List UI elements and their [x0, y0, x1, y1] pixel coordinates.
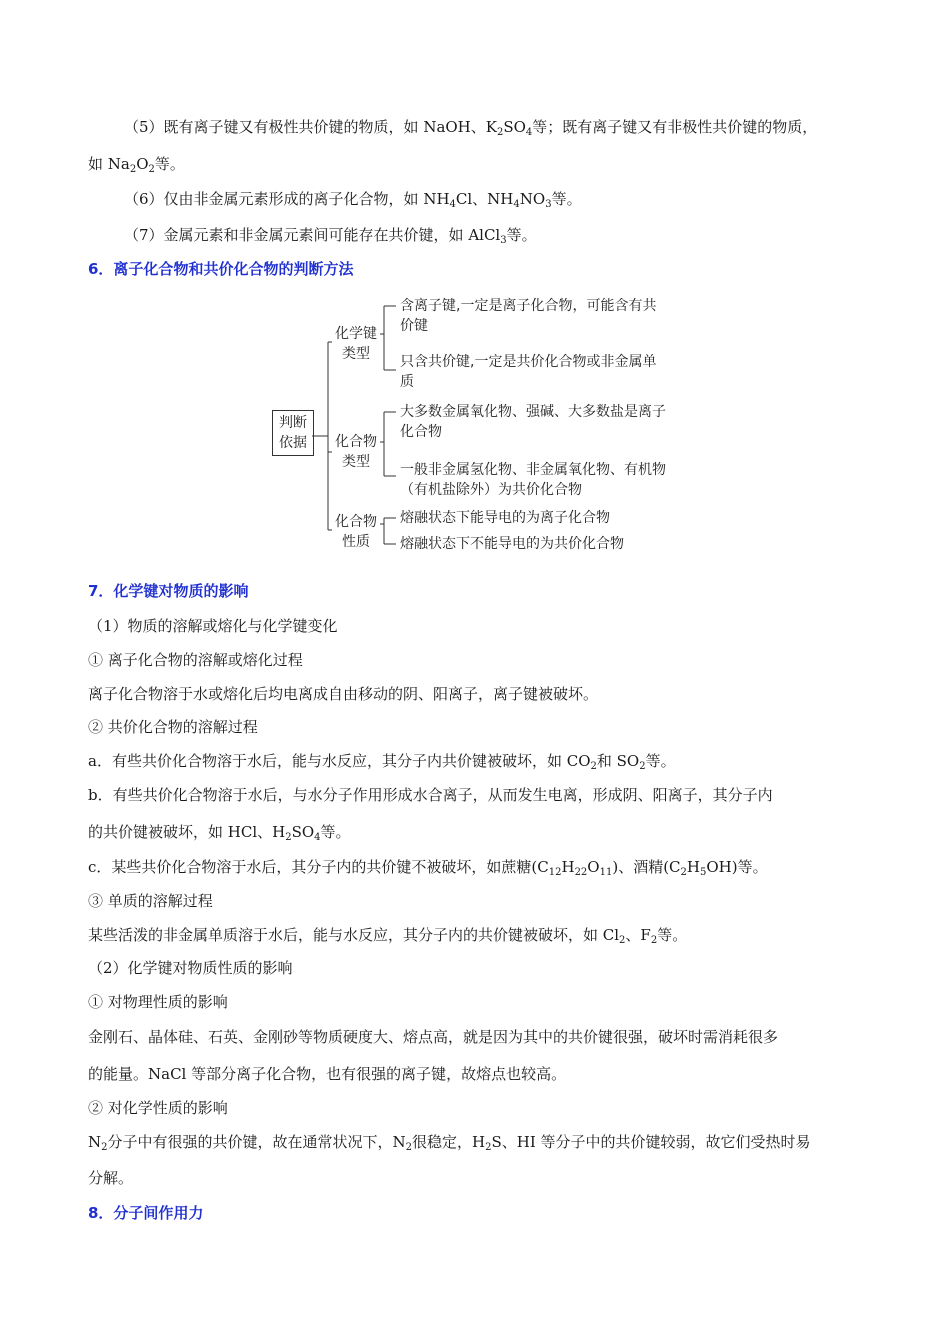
subsection-2-1: ① 对物理性质的影响: [88, 993, 228, 1011]
point-c: c．某些共价化合物溶于水后，其分子内的共价键不被破坏，如蔗糖$(C_{12}H_{22}O_{11})$、酒精$(C_2H_5OH)$等。: [88, 858, 768, 878]
tree-root-node: 判断 依据: [272, 410, 314, 456]
item-6: （6）仅由非金属元素形成的离子化合物，如 $NH_4Cl$、$NH_4NO_3$等。: [124, 190, 582, 210]
leaf-ionic-compound: 大多数金属氧化物、强碱、大多数盐是离子 化合物: [400, 404, 666, 440]
branch-bond-type: 化学键 类型: [335, 326, 377, 362]
subsection-2-2: ② 对化学性质的影响: [88, 1099, 228, 1117]
item-7: （7）金属元素和非金属元素间可能存在共价键，如 AlCl$_3$等。: [124, 226, 537, 246]
subsection-1-1: ① 离子化合物的溶解或熔化过程: [88, 651, 303, 669]
subsection-2-2-text1: $N_2$分子中有很强的共价键，故在通常状况下，$N_2$很稳定，$H_2S$、HI 等分子中的共价键较弱，故它们受热时易: [88, 1133, 811, 1153]
subsection-1-3-text: 某些活泼的非金属单质溶于水后，能与水反应，其分子内的共价键被破坏，如 $Cl_2$、$F_2$等。: [88, 926, 688, 946]
judgment-tree-diagram: [270, 292, 720, 557]
subsection-2: （2）化学键对物质性质的影响: [88, 959, 293, 977]
item-5-line1: （5）既有离子键又有极性共价键的物质，如 NaOH、$K_2SO_4$等；既有离子键又有非极性共价键的物质，: [124, 118, 818, 138]
leaf-covalent-bond: 只含共价键,一定是共价化合物或非金属单 质: [400, 354, 657, 390]
branch-compound-property: 化合物 性质: [335, 514, 377, 550]
subsection-1-1-text: 离子化合物溶于水或熔化后均电离成自由移动的阴、阳离子，离子键被破坏。: [88, 685, 599, 703]
subsection-1-3: ③ 单质的溶解过程: [88, 892, 213, 910]
subsection-1: （1）物质的溶解或熔化与化学键变化: [88, 617, 338, 635]
subsection-2-2-text2: 分解。: [88, 1169, 134, 1187]
heading-8: 8．分子间作用力: [88, 1204, 204, 1222]
item-5-line2: 如 $Na_2O_2$等。: [88, 155, 185, 175]
point-b-line2: 的共价键被破坏，如 HCl、$H_2SO_4$等。: [88, 823, 351, 843]
leaf-not-conducts-molten: 熔融状态下不能导电的为共价化合物: [400, 536, 624, 552]
subsection-1-2: ② 共价化合物的溶解过程: [88, 718, 258, 736]
branch-compound-type: 化合物 类型: [335, 434, 377, 470]
heading-7: 7．化学键对物质的影响: [88, 582, 249, 600]
point-a: a．有些共价化合物溶于水后，能与水反应，其分子内共价键被破坏，如 $CO_2$和 $SO_2$等。: [88, 752, 676, 772]
subsection-2-1-text2: 的能量。NaCl 等部分离子化合物，也有很强的离子键，故熔点也较高。: [88, 1065, 567, 1083]
leaf-covalent-compound: 一般非金属氢化物、非金属氧化物、有机物 （有机盐除外）为共价化合物: [400, 462, 666, 498]
leaf-conducts-molten: 熔融状态下能导电的为离子化合物: [400, 510, 610, 526]
subsection-2-1-text1: 金刚石、晶体硅、石英、金刚砂等物质硬度大、熔点高，就是因为其中的共价键很强，破坏时需消耗很多: [88, 1028, 779, 1046]
heading-6: 6．离子化合物和共价化合物的判断方法: [88, 260, 354, 278]
point-b-line1: b．有些共价化合物溶于水后，与水分子作用形成水合离子，从而发生电离，形成阴、阳离子，其分子内: [88, 786, 773, 804]
leaf-ionic-bond: 含离子键,一定是离子化合物，可能含有共 价键: [400, 298, 657, 334]
